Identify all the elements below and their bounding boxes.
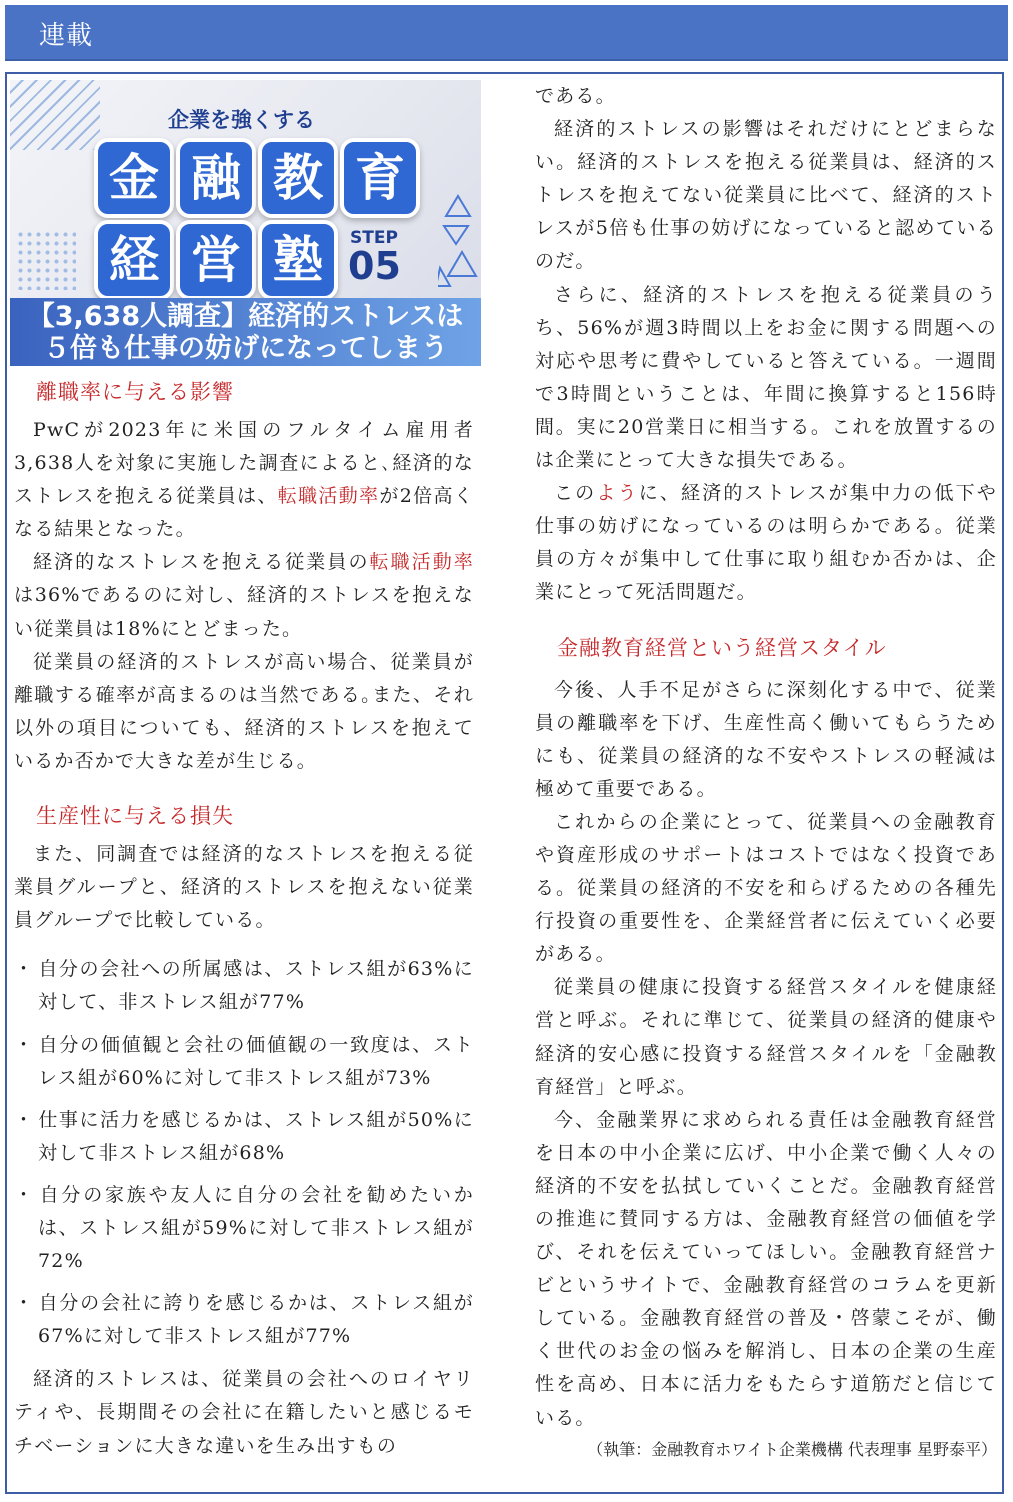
banner-tile: 営 (176, 220, 256, 300)
banner-title (10, 298, 481, 366)
text: に、経済的ストレスが集中力の低下や仕事の妨げになっているのは明らかである。従業員の方々が集中して仕事に取り組むか否かは、企業にとって死活問題だ。 (535, 482, 997, 604)
series-label: 連載 (39, 21, 94, 51)
banner-title-line1: 【3,638人調査】経済的ストレスは (27, 301, 464, 332)
bullet-list (14, 953, 474, 1353)
right-column (535, 80, 997, 1460)
paragraph: 経済的ストレスは、従業員の会社へのロイヤリティや、長期間その会社に在籍したいと感じるモチベーションに大きな違いを生み出すもの (14, 1368, 474, 1457)
step-number: 05 (348, 244, 401, 288)
banner-title-line2: ５倍も仕事の妨げになってしまう (43, 333, 448, 364)
banner-tile: 塾 (258, 220, 338, 300)
paragraph: 今後、人手不足がさらに深刻化する中で、従業員の離職率を下げ、生産性高く働いてもらうためにも、従業員の経済的な不安やストレスの軽減は極めて重要である。 (535, 678, 997, 800)
paragraph (535, 477, 997, 609)
list-item: ・ 自分の価値観と会社の価値観の一致度は、ストレス組が60%に対して非ストレス組が73% (14, 1029, 474, 1095)
paragraph: である。 (535, 85, 616, 107)
dot-decoration (16, 230, 76, 290)
paragraph: 従業員の経済的ストレスが高い場合、従業員が離職する確率が高まるのは当然である｡また、それ以外の項目についても、経済的ストレスを抱えているか否かで大きな差が生じる。 (14, 650, 474, 772)
paragraph: また、同調査では経済的なストレスを抱える従業員グループと、経済的ストレスを抱えない従業員グループで比較している。 (14, 843, 474, 932)
text: は36%であるのに対し、経済的ストレスを抱えない従業員は18%にとどまった。 (14, 584, 474, 640)
text: この (554, 482, 597, 505)
highlight-text: 転職活動率 (277, 485, 380, 508)
list-item: ・ 自分の家族や友人に自分の会社を勧めたいかは、ストレス組が59%に対して非ストレス組が72% (14, 1179, 474, 1278)
left-column (14, 80, 474, 1463)
triangle-decoration-icon (438, 192, 480, 302)
paragraph: 経済的ストレスの影響はそれだけにとどまらない。経済的ストレスを抱える従業員は、経済的ストレスを抱えてない従業員に比べて、経済的ストレスが5倍も仕事の妨げになっていると認めているのだ。 (535, 118, 997, 273)
banner-tile: 育 (340, 138, 420, 218)
text: が2倍高くなる結果となった。 (14, 485, 474, 541)
stripe-decoration (10, 80, 100, 150)
paragraph (14, 546, 474, 645)
section-heading: 離職率に与える影響 (36, 380, 234, 404)
text: PwCが2023年に米国のフルタイム雇用者3,638人を対象に実施した調査によると､経済的なストレスを抱える従業員は、 (14, 419, 474, 508)
banner-tile: 経 (94, 220, 174, 300)
paragraph: これからの企業にとって、従業員への金融教育や資産形成のサポートはコストではなく投資である。従業員の経済的不安を和らげるための各種先行投資の重要性を、企業経営者に伝えていく必要がある。 (535, 810, 997, 966)
step-label: STEP (350, 228, 398, 248)
highlight-text: 転職活動率 (369, 551, 474, 574)
paragraph: 従業員の健康に投資する経営スタイルを健康経営と呼ぶ。それに準じて、従業員の経済的健康や経済的安心感に投資する経営スタイルを「金融教育経営」と呼ぶ。 (535, 976, 997, 1098)
list-item: ・ 自分の会社に誇りを感じるかは、ストレス組が67%に対して非ストレス組が77% (14, 1287, 474, 1353)
list-item: ・ 仕事に活力を感じるかは、ストレス組が50%に対して非ストレス組が68% (14, 1104, 474, 1170)
banner-tile: 融 (176, 138, 256, 218)
banner-tile: 金 (94, 138, 174, 218)
text: 経済的なストレスを抱える従業員の (33, 551, 370, 574)
paragraph (14, 414, 474, 546)
section-heading: 金融教育経営という経営スタイル (557, 635, 887, 660)
highlight-text: よう (596, 482, 639, 505)
list-item: ・ 自分の会社への所属感は、ストレス組が63%に対して、非ストレス組が77% (14, 953, 474, 1019)
banner-tile: 教 (258, 138, 338, 218)
section-heading: 生産性に与える損失 (36, 804, 234, 829)
paragraph: 今、金融業界に求められる責任は金融教育経営を日本の中小企業に広げ、中小企業で働く人々の経済的不安を払拭していくことだ。金融教育経営の推進に賛同する方は、金融教育経営の価値を学び、それを伝えていってほしい。金融教育経営ナビというサイトで、金融教育経営のコラムを更新している。金融教育経営の普及・啓蒙こそが、働く世代のお金の悩みを解消し、日本の企業の生産性を高め、日本に活力をもたらす道筋だと信じている。 (535, 1108, 997, 1429)
series-header-bar (5, 5, 1008, 61)
paragraph: さらに、経済的ストレスを抱える従業員のうち、56%が週3時間以上をお金に関する問題への対応や思考に費やしていると答えている。一週間で3時間ということは、年間に換算すると156時間。実に20営業日に相当する。これを放置するのは企業にとって大きな損失である。 (535, 283, 997, 472)
author-credit: （執筆：金融教育ホワイト企業機構 代表理事 星野泰平） (587, 1439, 997, 1459)
banner-subtitle: 企業を強くする (168, 108, 315, 132)
article-banner (10, 80, 481, 366)
